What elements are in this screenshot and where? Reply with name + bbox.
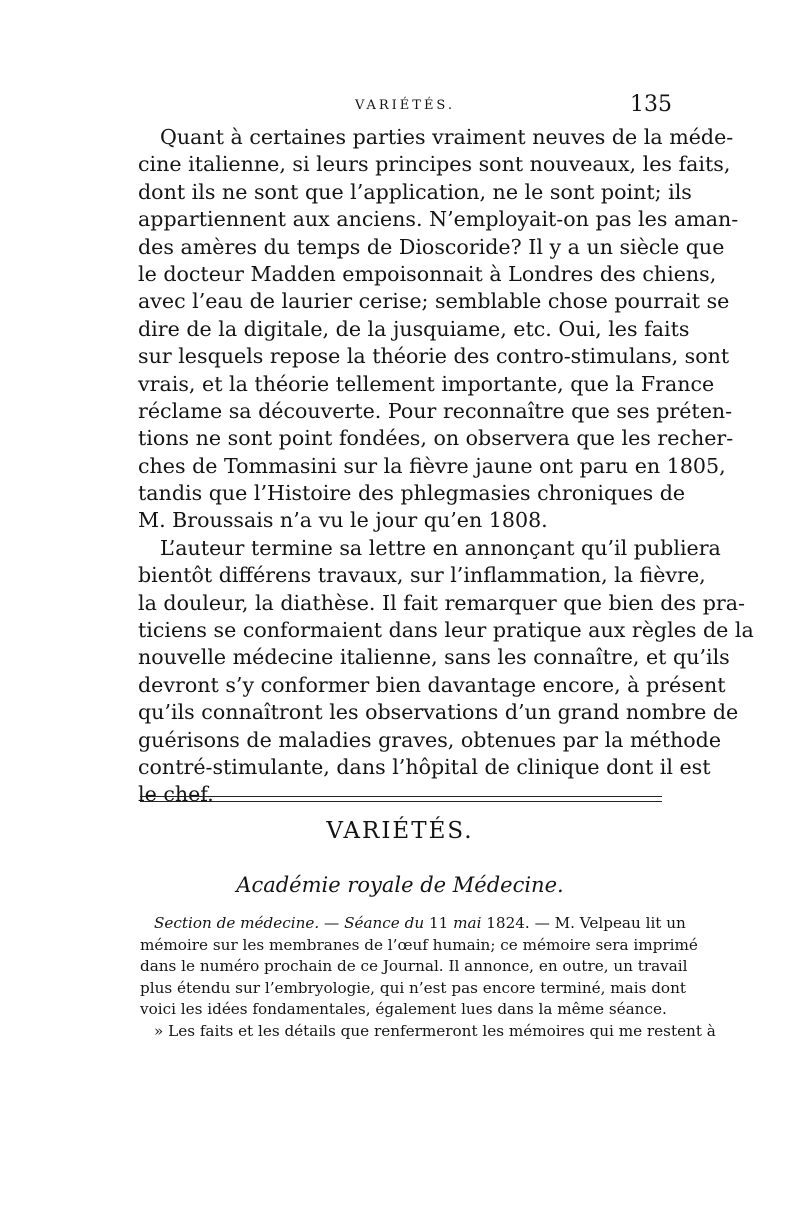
- session-line-rest: — M. Velpeau lit un: [529, 914, 686, 932]
- text-line: plus étendu sur l’embryologie, qui n’est pas encore terminé, mais dont: [140, 978, 686, 997]
- text-line: des amères du temps de Dioscoride? Il y a un siècle que: [138, 234, 725, 259]
- paragraph-2: [138, 535, 754, 809]
- text-line: devront s’y conformer bien davantage encore, à présent: [138, 672, 726, 697]
- text-line: le chef.: [138, 782, 214, 807]
- paragraph-1: [138, 124, 739, 535]
- text-line: » Les faits et les détails que renfermeront les mémoires qui me restent à: [154, 1021, 716, 1040]
- running-head-title: VARIÉTÉS.: [354, 98, 456, 113]
- text-line: qu’ils connaîtront les observations d’un grand nombre de: [138, 700, 739, 725]
- text-line: ticiens se conformaient dans leur pratique aux règles de la: [138, 618, 754, 643]
- session-month: mai: [453, 914, 482, 932]
- text-line: ches de Tommasini sur la fièvre jaune ont paru en 1805,: [138, 453, 726, 478]
- text-line: la douleur, la diathèse. Il fait remarquer que bien des pra-: [138, 590, 745, 615]
- text-line: bientôt différens travaux, sur l’inflammation, la fièvre,: [138, 563, 706, 588]
- text-line: L’auteur termine sa lettre en annonçant qu’il publiera: [160, 535, 721, 560]
- text-line: vrais, et la théorie tellement importante, que la France: [138, 371, 715, 396]
- text-line: sur lesquels repose la théorie des contro-stimulans, sont: [138, 344, 730, 369]
- session-year: 1824.: [481, 914, 530, 932]
- text-line: appartiennent aux anciens. N’employait-on pas les aman-: [138, 207, 739, 232]
- section-body: [140, 913, 716, 1043]
- text-line: tions ne sont point fondées, on observera que les recher-: [138, 426, 734, 451]
- section-title: VARIÉTÉS.: [326, 818, 474, 844]
- session-day: 11: [424, 914, 454, 932]
- dash: —: [319, 914, 345, 932]
- section-subheading: Académie royale de Médecine.: [236, 873, 564, 897]
- section-label: Section de médecine.: [154, 914, 320, 932]
- session-heading-line: [140, 913, 686, 935]
- page-number: 135: [630, 92, 672, 117]
- text-line: mémoire sur les membranes de l’œuf humain; ce mémoire sera imprimé: [140, 935, 698, 954]
- text-line: Quant à certaines parties vraiment neuves de la méde-: [160, 125, 734, 149]
- text-line: dire de la digitale, de la jusquiame, etc. Oui, les faits: [138, 316, 690, 341]
- text-line: dont ils ne sont que l’application, ne le sont point; ils: [138, 179, 692, 204]
- text-line: le docteur Madden empoisonnait à Londres des chiens,: [138, 261, 717, 286]
- text-line: contré-stimulante, dans l’hôpital de clinique dont il est: [138, 754, 711, 779]
- main-text: [138, 124, 754, 809]
- text-line: voici les idées fondamentales, également lues dans la même séance.: [140, 1000, 667, 1019]
- running-head: [138, 92, 672, 122]
- text-line: tandis que l’Histoire des phlegmasies chroniques de: [138, 481, 686, 506]
- text-line: nouvelle médecine italienne, sans les connaître, et qu’ils: [138, 645, 730, 670]
- text-line: dans le numéro prochain de ce Journal. Il annonce, en outre, un travail: [140, 957, 688, 976]
- text-line: avec l’eau de laurier cerise; semblable chose pourrait se: [138, 289, 730, 314]
- text-line: réclame sa découverte. Pour reconnaître que ses préten-: [138, 398, 733, 423]
- session-label: Séance du: [344, 914, 425, 932]
- text-line: cine italienne, si leurs principes sont nouveaux, les faits,: [138, 152, 731, 177]
- double-rule-divider: [140, 796, 662, 802]
- text-line: guérisons de maladies graves, obtenues par la méthode: [138, 727, 722, 752]
- text-line: M. Broussais n’a vu le jour qu’en 1808.: [138, 508, 548, 533]
